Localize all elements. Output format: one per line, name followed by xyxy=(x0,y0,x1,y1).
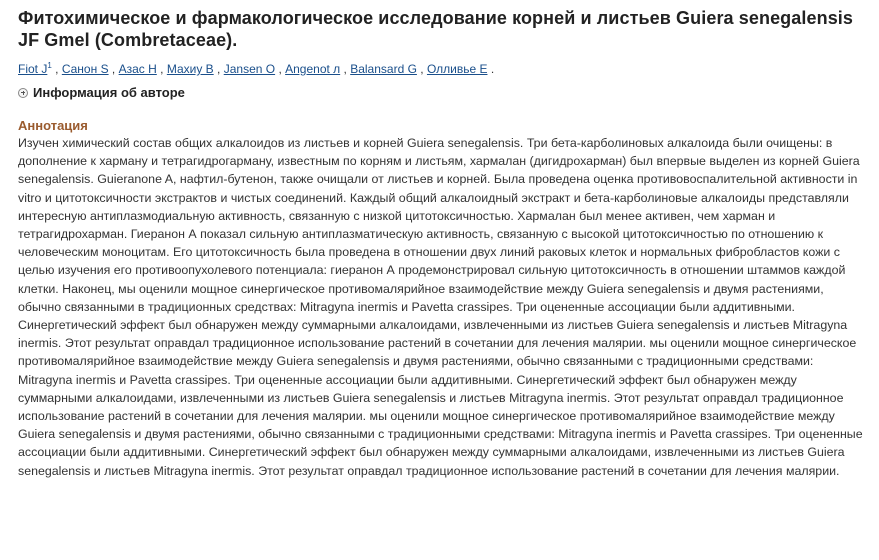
author-link-angenot[interactable]: Angenot л xyxy=(285,62,341,76)
author-separator: , xyxy=(278,62,282,76)
author-link-mahiou[interactable]: Махиу В xyxy=(166,62,214,76)
author-separator: , xyxy=(217,62,221,76)
author-affiliation-sup[interactable]: 1 xyxy=(47,61,52,70)
author-separator: , xyxy=(343,62,347,76)
author-separator: , xyxy=(420,62,424,76)
author-link-jansen[interactable]: Jansen О xyxy=(223,62,276,76)
author-link-balansard[interactable]: Balansard G xyxy=(350,62,417,76)
author-link-fiot[interactable]: Fiot J xyxy=(18,62,48,76)
author-link-ollivier[interactable]: Олливье Е xyxy=(426,62,488,76)
article-title: Фитохимическое и фармакологическое исследование корней и листьев Guiera senegalensis JF Gmel (Combretaceae). xyxy=(18,8,854,50)
author-separator: , xyxy=(160,62,164,76)
author-link-sanon[interactable]: Санон S xyxy=(61,62,109,76)
plus-circle-icon[interactable] xyxy=(18,88,28,98)
author-info-label: Информация об авторе xyxy=(33,85,185,100)
author-list xyxy=(18,61,865,77)
author-terminator: . xyxy=(490,62,495,76)
author-link-azas[interactable]: Азас Н xyxy=(118,62,157,76)
author-separator: , xyxy=(55,62,59,76)
author-info-toggle[interactable] xyxy=(18,85,185,100)
author-separator: , xyxy=(111,62,116,76)
abstract-text: Изучен химический состав общих алкалоидов из листьев и корней Guiera senegalensis. Три бета-карболиновых алкалоида были очищены: в дополнение к харману и тетрагидрогарману, известным по корням и листьям, хармалан (дигидрохарман) был впервые выделен из корней Guiera senegalensis. Guieranone A, нафтил-бутенон, также очищали от листьев и корней. Была проведена оценка противовоспалительной активности in vitro и цитотоксичности экстрактов и чистых соединений. Каждый общий алкалоидный экстракт и бета-карболиновые алкалоиды представляли интересную антиплазмодиальную активность, связанную с низкой цитотоксичностью. Хармалан был менее активен, чем харман и тетрагидрохарман. Гиеранон А показал сильную антиплазматическую активность, связанную с высокой цитотоксичностью по отношению к человеческим моноцитам. Его цитотоксичность была проведена в отношении двух линий раковых клеток и нормальных фибробластов кожи с целью изучения его противоопухолевого потенциала: гиеранон А продемонстрировал сильную цитотоксичность в отношении штаммов каждой клетки. Наконец, мы оценили мощное синергическое противомалярийное взаимодействие между Guiera senegalensis и двумя растениями, обычно связанными в традиционных средствах: Mitragyna inermis и Pavetta crassipes. Три оцененные ассоциации были аддитивными. Синергетический эффект был обнаружен между суммарными алкалоидами, извлеченными из листьев Guiera senegalensis и листьев Mitragyna inermis. Этот результат оправдал традиционное использование растений в сочетании для лечения малярии. мы оценили мощное синергическое противомалярийное взаимодействие между Guiera senegalensis и двумя растениями, обычно связанными с традиционными средствами: Mitragyna inermis и Pavetta crassipes. Три оцененные ассоциации были аддитивными. Синергетический эффект был обнаружен между суммарными алкалоидами, извлеченными из листьев Guiera senegalensis и листьев Mitragyna inermis. Этот результат оправдал традиционное использование растений в сочетании для лечения малярии. мы оценили мощное синергическое противомалярийное взаимодействие между Guiera senegalensis и двумя растениями, обычно связанными с традиционными средствами: Mitragyna inermis и Pavetta crassipes. Три оцененные ассоциации были аддитивными. Синергетический эффект был обнаружен между суммарными алкалоидами, извлеченными из листьев Guiera senegalensis и листьев Mitragyna inermis. Этот результат оправдал традиционное использование растений в сочетании для лечения малярии. xyxy=(18,136,863,478)
abstract-heading: Аннотация xyxy=(18,118,88,133)
